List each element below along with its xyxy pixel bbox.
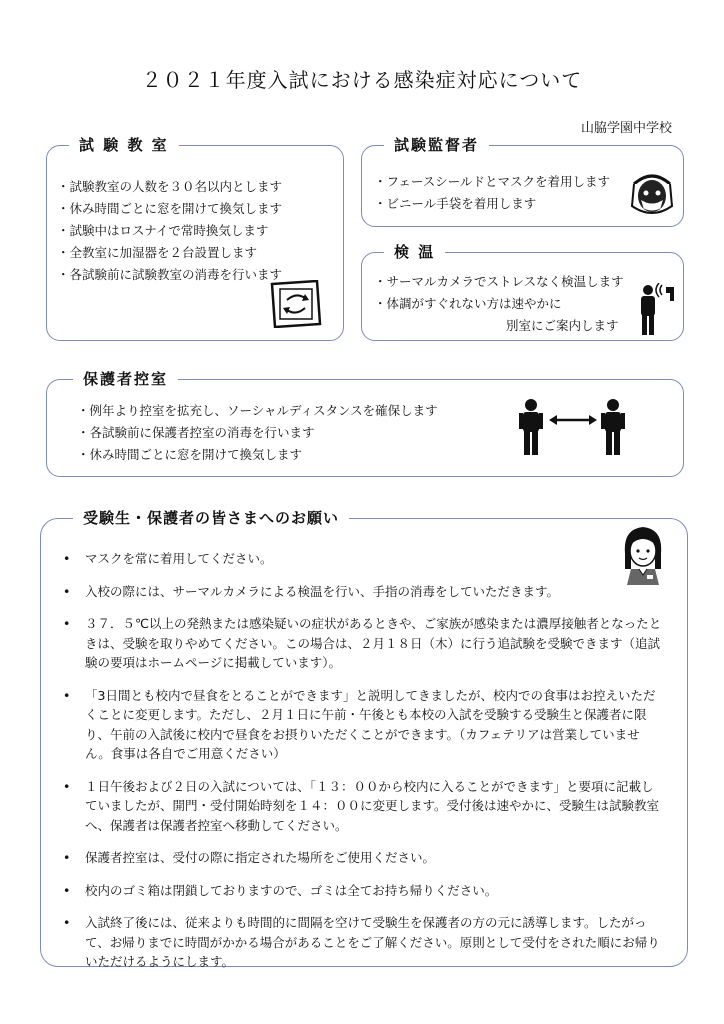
list-item: • ３７．５℃以上の発熱または感染疑いの症状があるときや、ご家族が感染または濃厚接触者となったときは、受験を取りやめてください。この場合は、２月１８日（木）に行う追試験を受験できます（追試験の要項はホームページに掲載しています）。 — [61, 614, 665, 673]
face-shield-icon — [628, 166, 676, 220]
list-item: ・ フェースシールドとマスクを着用します — [374, 171, 610, 193]
list-item: ・ ビニール手袋を着用します — [374, 193, 610, 215]
temperature-continuation: 別室にご案内します — [506, 318, 619, 333]
exam-room-list — [57, 176, 282, 286]
list-item: ・ 各試験前に試験教室の消毒を行います — [57, 264, 282, 286]
parents-room-heading: 保護者控室 — [73, 368, 178, 390]
temperature-list — [374, 271, 624, 315]
list-item: • １日午後および２日の入試については、「１３：００から校内に入ることができます」と要項に記載していましたが、開門・受付開始時刻を１４：００に変更します。受付後は速やかに、受験生は試験教室へ、保護者は保護者控室へ移動してください。 — [61, 777, 665, 836]
window-ventilation-icon — [269, 280, 323, 328]
list-item: ・ 試験教室の人数を３０名以内とします — [57, 176, 282, 198]
list-item: ・ 体調がすぐれない方は速やかに — [374, 293, 624, 315]
proctor-list — [374, 171, 610, 215]
exam-room-box — [46, 136, 344, 341]
list-item: ・ 各試験前に保護者控室の消毒を行います — [77, 422, 438, 444]
list-item: • マスクを常に着用してください。 — [61, 549, 665, 569]
temperature-box — [361, 243, 684, 341]
parents-room-box — [46, 370, 684, 477]
list-item: ・ サーマルカメラでストレスなく検温します — [374, 271, 624, 293]
social-distance-icon — [517, 398, 629, 458]
list-item: • 入校の際には、サーマルカメラによる検温を行い、手指の消毒をしていただきます。 — [61, 582, 665, 602]
requests-list — [61, 549, 665, 985]
page-title: ２０２１年度入試における感染症対応について — [141, 68, 583, 92]
list-item: • 保護者控室は、受付の際に指定された場所をご使用ください。 — [61, 848, 665, 868]
list-item: • 「3日間とも校内で昼食をとることができます」と説明してきましたが、校内での食事はお控えいただくことに変更します。ただし、２月１日に午前・午後とも本校の入試を受験する受験生と保護者に限り、午前の入試後に校内で昼食をお摂りいただくことができます。（カフェテリアは営業していません。食事は各自でご用意ください） — [61, 686, 665, 764]
list-item: • 入試終了後には、従来よりも時間的に間隔を空けて受験生を保護者の方の元に誘導します。したがって、お帰りまでに時間がかかる場合があることをご了解ください。原則として受付をされた順にお帰りいただけるようにします。 — [61, 913, 665, 972]
list-item: ・ 休み時間ごとに窓を開けて換気します — [57, 198, 282, 220]
list-item: ・ 試験中はロスナイで常時換気します — [57, 220, 282, 242]
requests-heading: 受験生・保護者の皆さまへのお願い — [73, 507, 349, 529]
list-item: • 校内のゴミ箱は閉鎖しておりますので、ゴミは全てお持ち帰りください。 — [61, 881, 665, 901]
exam-room-heading: 試 験 教 室 — [69, 134, 179, 156]
parents-room-list — [77, 400, 438, 466]
list-item: ・ 休み時間ごとに窓を開けて換気します — [77, 444, 438, 466]
proctor-box — [361, 136, 684, 227]
proctor-heading: 試験監督者 — [384, 134, 489, 156]
school-name: 山脇学園中学校 — [580, 121, 672, 136]
temperature-heading: 検 温 — [384, 241, 445, 263]
list-item: ・ 全教室に加湿器を２台設置します — [57, 242, 282, 264]
thermal-camera-icon — [632, 283, 678, 337]
list-item: ・ 例年より控室を拡充し、ソーシャルディスタンスを確保します — [77, 400, 438, 422]
requests-box — [40, 509, 688, 969]
